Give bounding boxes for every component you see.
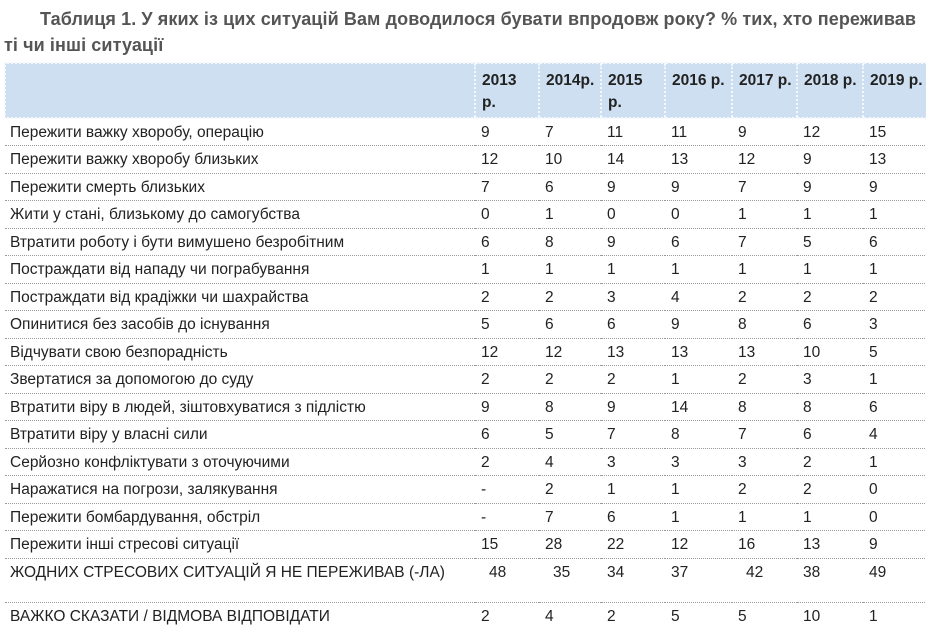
cell-value: 2 (539, 476, 601, 504)
row-label: Пережити інші стресові ситуації (5, 531, 475, 559)
cell-value: 7 (732, 228, 797, 256)
table-row (5, 173, 926, 201)
table-row (5, 338, 926, 366)
cell-value: 49 (863, 558, 926, 602)
cell-value: 12 (475, 338, 539, 366)
row-label: Втратити роботу і бути вимушено безробітним (5, 228, 475, 256)
cell-value: 2 (601, 366, 665, 394)
cell-value: 2 (539, 283, 601, 311)
cell-value: 12 (732, 146, 797, 174)
cell-value: 2 (732, 366, 797, 394)
cell-value: 2 (475, 366, 539, 394)
cell-value: 2 (732, 283, 797, 311)
cell-value: 5 (732, 602, 797, 626)
cell-value: - (475, 476, 539, 504)
header-year-2013: 2013 р. (475, 63, 539, 118)
table-row (5, 393, 926, 421)
cell-value: 1 (601, 256, 665, 284)
situations-table-container (4, 62, 926, 626)
cell-value: 38 (797, 558, 863, 602)
cell-value: 7 (601, 421, 665, 449)
situations-table (4, 62, 926, 626)
table-row (5, 228, 926, 256)
table-row (5, 146, 926, 174)
header-year-2015: 2015 р. (601, 63, 665, 118)
table-row (5, 256, 926, 284)
cell-value: 1 (665, 256, 732, 284)
cell-value: 6 (475, 421, 539, 449)
table-row (5, 201, 926, 229)
cell-value: 8 (539, 393, 601, 421)
table-row (5, 311, 926, 339)
cell-value: 13 (797, 531, 863, 559)
cell-value: 4 (539, 448, 601, 476)
cell-value: 6 (665, 228, 732, 256)
table-row (5, 476, 926, 504)
cell-value: 35 (539, 558, 601, 602)
cell-value: 1 (665, 476, 732, 504)
row-label: Пережити важку хворобу, операцію (5, 118, 475, 146)
cell-value: 1 (797, 201, 863, 229)
cell-value: 9 (797, 146, 863, 174)
cell-value: 6 (601, 503, 665, 531)
cell-value: 9 (732, 118, 797, 146)
cell-value: 13 (732, 338, 797, 366)
cell-value: 11 (665, 118, 732, 146)
cell-value: 1 (863, 366, 926, 394)
cell-value: 3 (601, 448, 665, 476)
header-year-2019: 2019 р. (863, 63, 926, 118)
cell-value: 12 (475, 146, 539, 174)
cell-value: 2 (601, 602, 665, 626)
cell-value: 3 (863, 311, 926, 339)
cell-value: 0 (863, 503, 926, 531)
cell-value: 1 (863, 256, 926, 284)
cell-value: 34 (601, 558, 665, 602)
cell-value: 7 (539, 503, 601, 531)
cell-value: 9 (863, 173, 926, 201)
cell-value: 9 (601, 393, 665, 421)
cell-value: 13 (863, 146, 926, 174)
cell-value: 8 (539, 228, 601, 256)
cell-value: 48 (475, 558, 539, 602)
cell-value: 9 (475, 393, 539, 421)
cell-value: 1 (797, 503, 863, 531)
table-row (5, 283, 926, 311)
cell-value: 4 (539, 602, 601, 626)
cell-value: 7 (539, 118, 601, 146)
cell-value: 9 (601, 173, 665, 201)
cell-value: 9 (601, 228, 665, 256)
cell-value: 6 (475, 228, 539, 256)
cell-value: 0 (665, 201, 732, 229)
cell-value: 2 (863, 283, 926, 311)
cell-value: 3 (665, 448, 732, 476)
cell-value: 10 (797, 602, 863, 626)
cell-value: 1 (539, 201, 601, 229)
cell-value: 9 (665, 173, 732, 201)
table-row (5, 118, 926, 146)
table-row (5, 558, 926, 602)
row-label: Пережити бомбардування, обстріл (5, 503, 475, 531)
row-label: Постраждати від крадіжки чи шахрайства (5, 283, 475, 311)
cell-value: 3 (601, 283, 665, 311)
cell-value: 0 (475, 201, 539, 229)
row-label: Пережити важку хворобу близьких (5, 146, 475, 174)
cell-value: 42 (732, 558, 797, 602)
row-label: Опинитися без засобів до існування (5, 311, 475, 339)
cell-value: 10 (797, 338, 863, 366)
table-row (5, 421, 926, 449)
cell-value: 12 (665, 531, 732, 559)
cell-value: 6 (863, 228, 926, 256)
cell-value: 12 (797, 118, 863, 146)
cell-value: 13 (665, 146, 732, 174)
cell-value: 4 (665, 283, 732, 311)
row-label: Наражатися на погрози, залякування (5, 476, 475, 504)
cell-value: 1 (863, 201, 926, 229)
table-row (5, 503, 926, 531)
row-label: Жити у стані, близькому до самогубства (5, 201, 475, 229)
row-label: Відчувати свою безпорадність (5, 338, 475, 366)
table-body (5, 118, 926, 626)
cell-value: 14 (665, 393, 732, 421)
table-caption: Таблиця 1. У яких із цих ситуацій Вам доводилося бувати впродовж року? % тих, хто переживав ті чи інші ситуації (4, 9, 917, 55)
cell-value: 5 (539, 421, 601, 449)
table-row (5, 448, 926, 476)
cell-value: 9 (665, 311, 732, 339)
row-label: Серйозно конфліктувати з оточуючими (5, 448, 475, 476)
cell-value: 8 (797, 393, 863, 421)
cell-value: 2 (797, 448, 863, 476)
cell-value: 1 (539, 256, 601, 284)
cell-value: 6 (601, 311, 665, 339)
cell-value: 1 (665, 366, 732, 394)
cell-value: 1 (665, 503, 732, 531)
cell-value: 4 (863, 421, 926, 449)
cell-value: 6 (797, 421, 863, 449)
row-label: Звертатися за допомогою до суду (5, 366, 475, 394)
table-row (5, 602, 926, 626)
cell-value: 5 (863, 338, 926, 366)
table-row (5, 366, 926, 394)
cell-value: 14 (601, 146, 665, 174)
row-label: Втратити віру у власні сили (5, 421, 475, 449)
cell-value: - (475, 503, 539, 531)
cell-value: 6 (539, 311, 601, 339)
cell-value: 6 (539, 173, 601, 201)
cell-value: 1 (863, 448, 926, 476)
cell-value: 2 (797, 476, 863, 504)
cell-value: 16 (732, 531, 797, 559)
cell-value: 5 (797, 228, 863, 256)
row-label: Пережити смерть близьких (5, 173, 475, 201)
cell-value: 37 (665, 558, 732, 602)
cell-value: 2 (732, 476, 797, 504)
row-label: Втратити віру в людей, зіштовхуватися з підлістю (5, 393, 475, 421)
cell-value: 13 (601, 338, 665, 366)
cell-value: 1 (732, 503, 797, 531)
cell-value: 8 (732, 311, 797, 339)
cell-value: 7 (475, 173, 539, 201)
cell-value: 2 (539, 366, 601, 394)
header-year-2014: 2014р. (539, 63, 601, 118)
header-year-2017: 2017 р. (732, 63, 797, 118)
cell-value: 0 (601, 201, 665, 229)
cell-value: 22 (601, 531, 665, 559)
cell-value: 6 (863, 393, 926, 421)
cell-value: 1 (732, 201, 797, 229)
table-header-row (5, 63, 926, 118)
header-label-column (5, 63, 475, 118)
cell-value: 13 (665, 338, 732, 366)
header-year-2016: 2016 р. (665, 63, 732, 118)
cell-value: 11 (601, 118, 665, 146)
cell-value: 6 (797, 311, 863, 339)
cell-value: 9 (797, 173, 863, 201)
cell-value: 9 (475, 118, 539, 146)
cell-value: 7 (732, 421, 797, 449)
cell-value: 2 (475, 283, 539, 311)
cell-value: 10 (539, 146, 601, 174)
cell-value: 12 (539, 338, 601, 366)
cell-value: 8 (732, 393, 797, 421)
cell-value: 15 (863, 118, 926, 146)
cell-value: 2 (475, 602, 539, 626)
row-label: Постраждати від нападу чи пограбування (5, 256, 475, 284)
header-year-2018: 2018 р. (797, 63, 863, 118)
cell-value: 1 (863, 602, 926, 626)
table-row (5, 531, 926, 559)
cell-value: 0 (863, 476, 926, 504)
row-label: ЖОДНИХ СТРЕСОВИХ СИТУАЦІЙ Я НЕ ПЕРЕЖИВАВ (-ЛА) (5, 558, 475, 602)
cell-value: 1 (797, 256, 863, 284)
cell-value: 15 (475, 531, 539, 559)
cell-value: 28 (539, 531, 601, 559)
cell-value: 7 (732, 173, 797, 201)
cell-value: 5 (665, 602, 732, 626)
cell-value: 1 (732, 256, 797, 284)
cell-value: 9 (863, 531, 926, 559)
row-label: ВАЖКО СКАЗАТИ / ВІДМОВА ВІДПОВІДАТИ (5, 602, 475, 626)
cell-value: 8 (665, 421, 732, 449)
cell-value: 3 (797, 366, 863, 394)
cell-value: 2 (797, 283, 863, 311)
cell-value: 2 (475, 448, 539, 476)
cell-value: 3 (732, 448, 797, 476)
cell-value: 5 (475, 311, 539, 339)
cell-value: 1 (475, 256, 539, 284)
cell-value: 1 (601, 476, 665, 504)
